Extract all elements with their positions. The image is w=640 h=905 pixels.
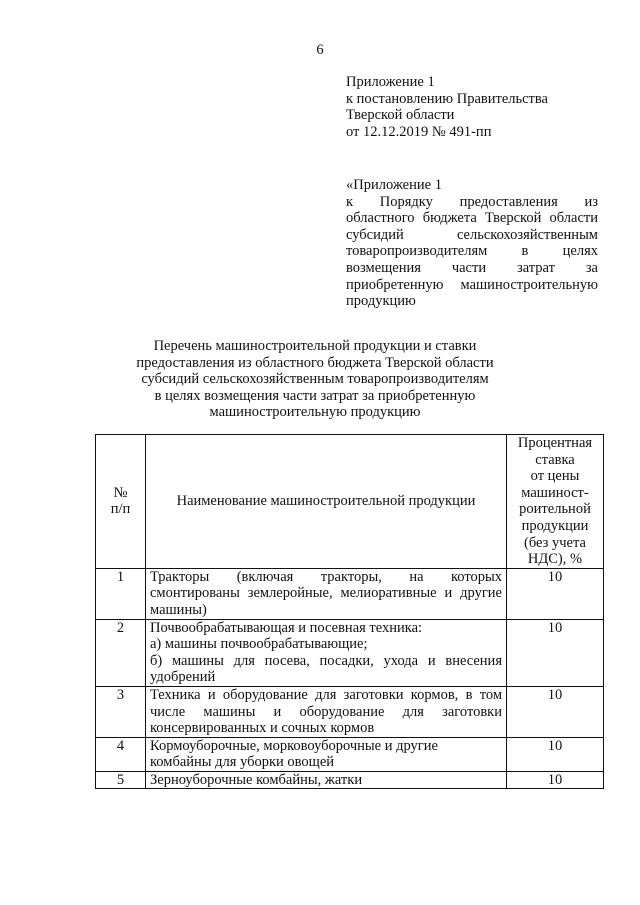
- row-rate: 10: [507, 771, 604, 789]
- row-rate: 10: [507, 619, 604, 686]
- row-rate: 10: [507, 686, 604, 737]
- table-row: [96, 737, 604, 771]
- row-product-name: Зерноуборочные комбайны, жатки: [146, 771, 507, 789]
- appendix-order-line: возмещения части затрат за: [346, 259, 598, 276]
- table-row: [96, 686, 604, 737]
- row-number: 1: [96, 568, 146, 619]
- appendix-order-line: областного бюджета Тверской области: [346, 210, 598, 227]
- table-row: [96, 771, 604, 789]
- appendix-order-line: к Порядку предоставления из: [346, 193, 598, 210]
- header-product-name: Наименование машиностроительной продукции: [146, 435, 507, 569]
- appendix-order-line: приобретенную машиностроительную: [346, 276, 598, 293]
- row-number: 4: [96, 737, 146, 771]
- table-row: [96, 568, 604, 619]
- appendix-order-line: продукцию: [346, 293, 416, 310]
- appendix-header-line: Тверской области: [346, 107, 455, 124]
- appendix-order-block: [346, 177, 598, 310]
- document-title-line: Перечень машиностроительной продукции и ставки: [153, 338, 477, 354]
- page-number: 6: [316, 42, 324, 58]
- appendix-header: [346, 74, 616, 140]
- document-title-line: субсидий сельскохозяйственным товаропроизводителям: [141, 371, 489, 388]
- row-number: 2: [96, 619, 146, 686]
- header-number: № п/п: [96, 435, 146, 569]
- table-row: [96, 619, 604, 686]
- row-number: 5: [96, 771, 146, 789]
- appendix-order-title: «Приложение 1: [346, 177, 442, 193]
- row-product-name: Кормоуборочные, морковоуборочные и другие комбайны для уборки овощей: [146, 737, 507, 771]
- document-title-line: предоставления из областного бюджета Тверской области: [136, 354, 494, 371]
- row-product-name: Техника и оборудование для заготовки кормов, в том числе машины и оборудование для заготовки консервированных и сочных кормов: [146, 686, 507, 737]
- table-header-row: [96, 435, 604, 569]
- document-title-line: в целях возмещения части затрат за приобретенную: [154, 387, 476, 404]
- appendix-order-line: субсидий сельскохозяйственным: [346, 226, 598, 243]
- row-number: 3: [96, 686, 146, 737]
- row-product-name: Почвообрабатывающая и посевная техника: а) машины почвообрабатывающие; б) машины для посева, посадки, ухода и внесения удобрений: [146, 619, 507, 686]
- appendix-header-line: от 12.12.2019 № 491-пп: [346, 123, 492, 140]
- row-product-name: Тракторы (включая тракторы, на которых смонтированы землеройные, мелиоративные и другие машины): [146, 568, 507, 619]
- products-table: [95, 434, 604, 789]
- appendix-order-line: товаропроизводителям в целях: [346, 243, 598, 260]
- appendix-header-line: к постановлению Правительства: [346, 90, 548, 107]
- row-rate: 10: [507, 568, 604, 619]
- row-rate: 10: [507, 737, 604, 771]
- appendix-header-line: Приложение 1: [346, 74, 435, 90]
- document-title-line: машиностроительную продукцию: [209, 404, 421, 421]
- document-title: [100, 338, 530, 421]
- header-rate: Процентная ставка от цены машиност- роительной продукции (без учета НДС), %: [507, 435, 604, 569]
